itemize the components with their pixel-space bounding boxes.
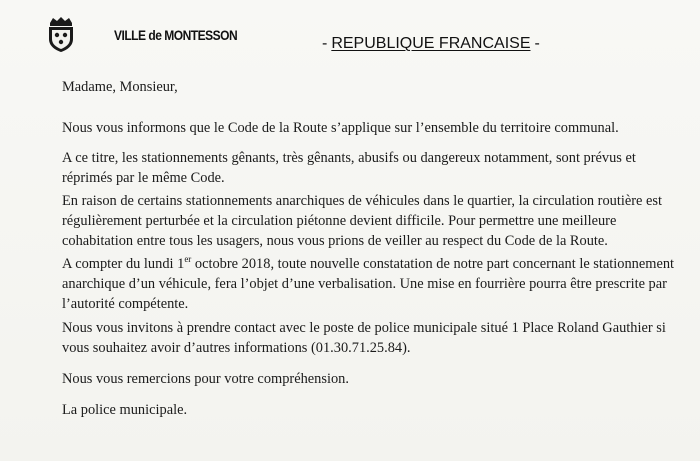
paragraph-2 [62, 148, 636, 188]
paragraph-5-line: vous souhaitez avoir d’autres informations (01.30.71.25.84). [62, 340, 411, 356]
republic-suffix: - [534, 35, 540, 52]
ordinal-suffix: er [184, 254, 192, 264]
paragraph-3-line: cohabitation entre tous les usagers, nous vous prions de veiller au respect du Code de la Route. [62, 233, 608, 249]
paragraph-4-line: l’autorité compétente. [62, 296, 189, 312]
paragraph-5-line: Nous vous invitons à prendre contact avec le poste de police municipale situé 1 Place Roland Gauthier si [62, 320, 666, 336]
paragraph-1: Nous vous informons que le Code de la Route s’applique sur l’ensemble du territoire communal. [62, 120, 619, 136]
paragraph-4-start: A compter du lundi 1 [62, 256, 185, 272]
paragraph-2-line: A ce titre, les stationnements gênants, très gênants, abusifs ou dangereux notamment, sont prévus et [62, 150, 636, 166]
paragraph-5 [62, 318, 666, 358]
paragraph-4-rest: octobre 2018, toute nouvelle constatation de notre part concernant le stationnement [191, 256, 675, 272]
paragraph-3-line: En raison de certains stationnements anarchiques de véhicules dans le quartier, la circulation routière est [62, 193, 663, 209]
paragraph-6: Nous vous remercions pour votre compréhension. [62, 371, 349, 387]
town-crest-icon [46, 15, 76, 53]
salutation: Madame, Monsieur, [62, 79, 178, 95]
paragraph-4-line: anarchique d’un véhicule, fera l’objet d’une verbalisation. Une mise en fourrière pourra être prescrite par [62, 276, 667, 292]
paragraph-4 [62, 254, 674, 314]
republic-prefix: - [322, 35, 328, 52]
signature: La police municipale. [62, 402, 188, 418]
paragraph-4-line [62, 254, 674, 274]
town-name: VILLE de MONTESSON [114, 27, 238, 43]
paragraph-3-line: régulièrement perturbée et la circulation piétonne devient difficile. Pour permettre une meilleure [62, 213, 617, 229]
republic-title: REPUBLIQUE FRANCAISE [331, 35, 531, 52]
republic-heading [318, 35, 544, 53]
paragraph-2-line: réprimés par le même Code. [62, 170, 225, 186]
paragraph-3 [62, 191, 662, 251]
